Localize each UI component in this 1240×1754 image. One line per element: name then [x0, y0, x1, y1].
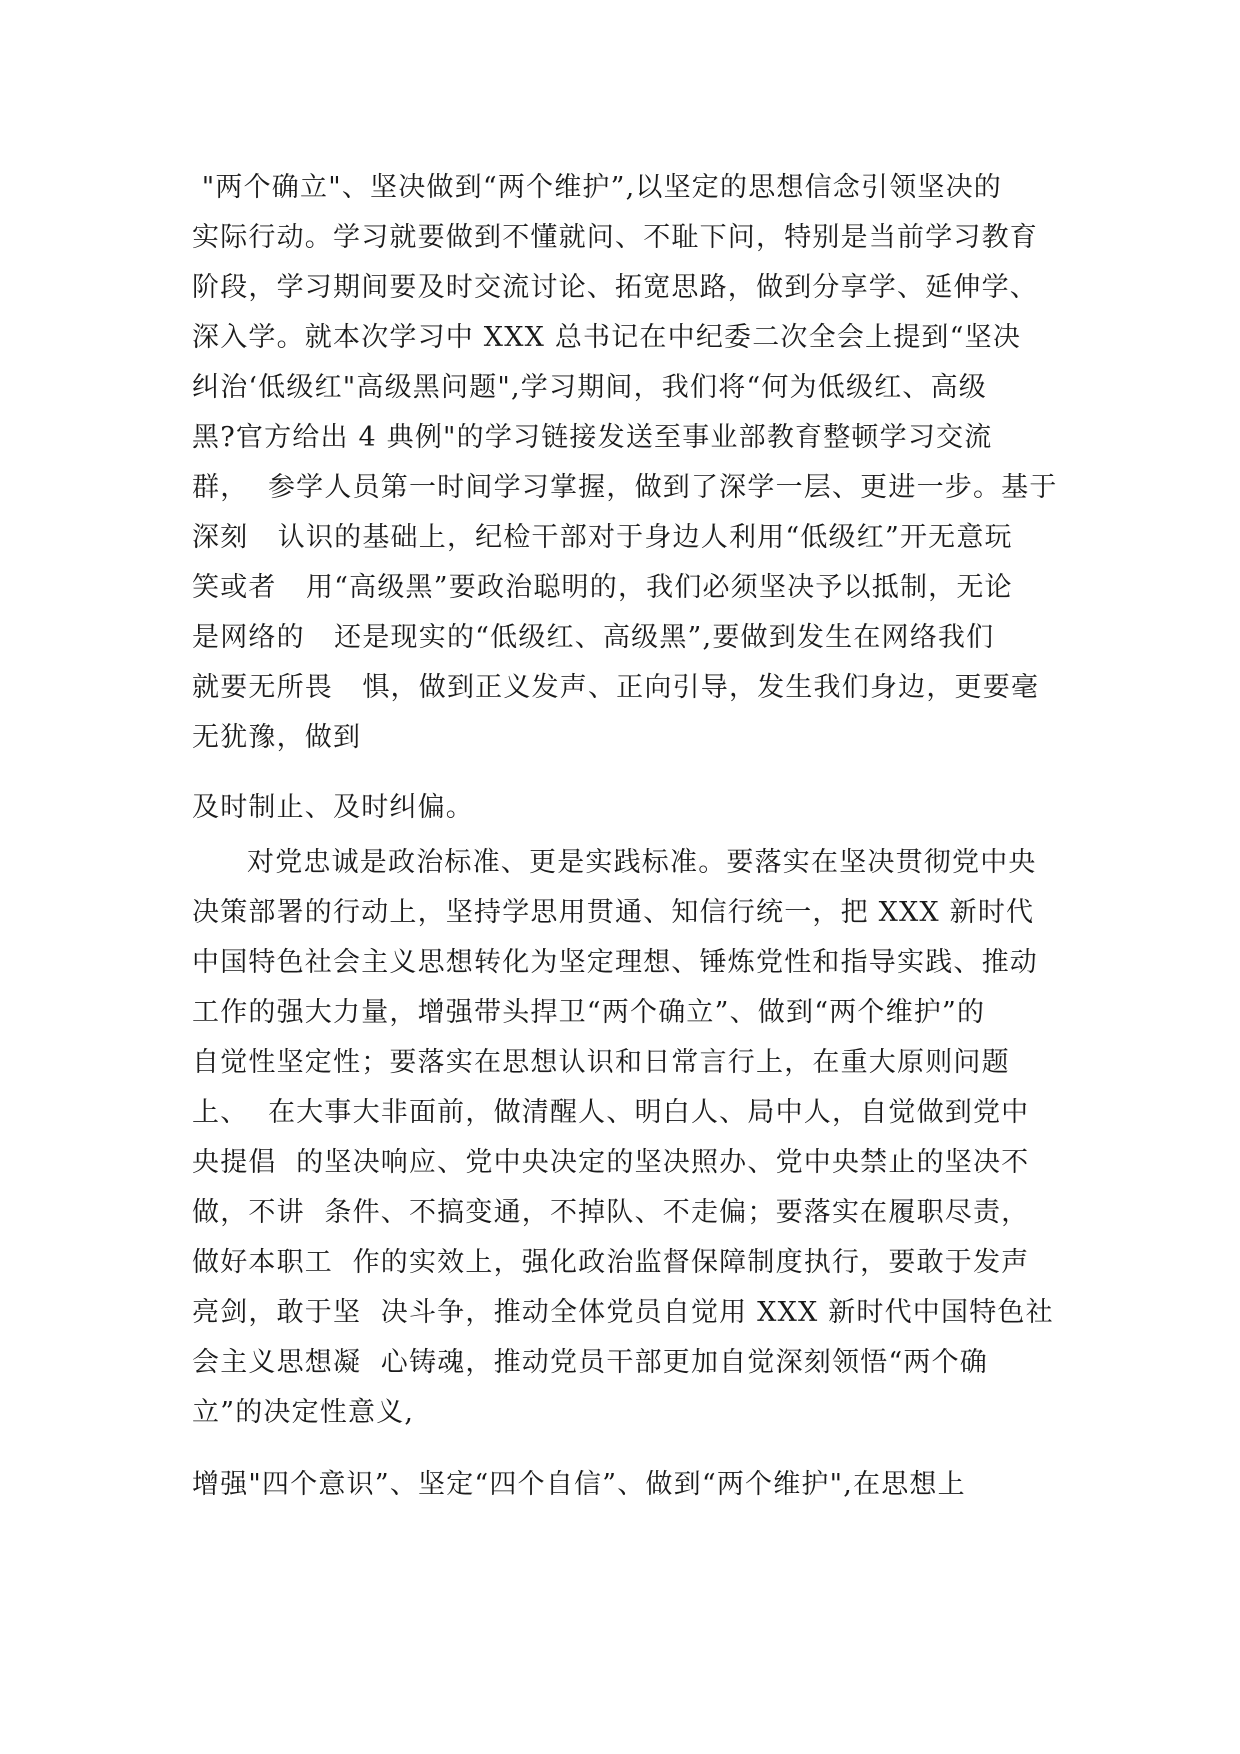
text-line: 中国特色社会主义思想转化为坚定理想、锤炼党性和指导实践、推动 — [192, 947, 1038, 978]
text-line: 自觉性坚定性；要落实在思想认识和日常言行上，在重大原则问题 — [192, 1047, 1010, 1078]
text-line: 纠治‘低级红"高级黑问题",学习期间，我们将“何为低级红、高级 — [192, 372, 988, 403]
text-line: 阶段，学习期间要及时交流讨论、拓宽思路，做到分享学、延伸学、 — [192, 272, 1038, 303]
text-line: 决策部署的行动上，坚持学思用贯通、知信行统一，把 XXX 新时代 — [192, 897, 1035, 928]
paragraph-first-line: 对党忠诚是政治标准、更是实践标准。要落实在坚决贯彻党中央 — [247, 847, 1037, 878]
text-line: 就要无所畏 惧，做到正义发声、正向引导，发生我们身边，更要毫 — [192, 672, 1040, 703]
text-line: 是网络的 还是现实的“低级红、高级黑”,要做到发生在网络我们 — [192, 622, 995, 653]
text-line: 亮剑，敢于坚 决斗争，推动全体党员自觉用 XXX 新时代中国特色社 — [192, 1297, 1054, 1328]
text-line: 实际行动。学习就要做到不懂就问、不耻下问，特别是当前学习教育 — [192, 222, 1038, 253]
text-line: 笑或者 用“高级黑”要政治聪明的，我们必须坚决予以抵制，无论 — [192, 572, 1013, 603]
text-line: 工作的强大力量，增强带头捍卫“两个确立”、做到“两个维护”的 — [192, 997, 986, 1028]
text-line: 群， 参学人员第一时间学习掌握，做到了深学一层、更进一步。基于 — [192, 472, 1058, 503]
text-line: 做，不讲 条件、不搞变通，不掉队、不走偏；要落实在履职尽责， — [192, 1197, 1030, 1228]
text-line: 做好本职工 作的实效上，强化政治监督保障制度执行，要敢于发声 — [192, 1247, 1030, 1278]
text-line: 增强"四个意识”、坚定“四个自信”、做到“两个维护",在思想上 — [192, 1469, 966, 1500]
text-line: 黑?官方给出 4 典例"的学习链接发送至事业部教育整顿学习交流 — [192, 422, 993, 453]
text-line: 上、 在大事大非面前，做清醒人、明白人、局中人，自觉做到党中 — [192, 1097, 1030, 1128]
text-line: 及时制止、及时纠偏。 — [192, 792, 474, 823]
text-line: 立”的决定性意义, — [192, 1397, 415, 1428]
text-line: "两个确立"、坚决做到“两个维护”,以坚定的思想信念引领坚决的 — [192, 172, 1003, 203]
text-line: 深刻 认识的基础上，纪检干部对于身边人利用“低级红”开无意玩 — [192, 522, 1013, 553]
text-line: 深入学。就本次学习中 XXX 总书记在中纪委二次全会上提到“坚决 — [192, 322, 1022, 353]
text-line: 无犹豫，做到 — [192, 722, 362, 753]
text-line: 央提倡 的坚决响应、党中央决定的坚决照办、党中央禁止的坚决不 — [192, 1147, 1030, 1178]
text-line: 会主义思想凝 心铸魂，推动党员干部更加自觉深刻领悟“两个确 — [192, 1347, 988, 1378]
